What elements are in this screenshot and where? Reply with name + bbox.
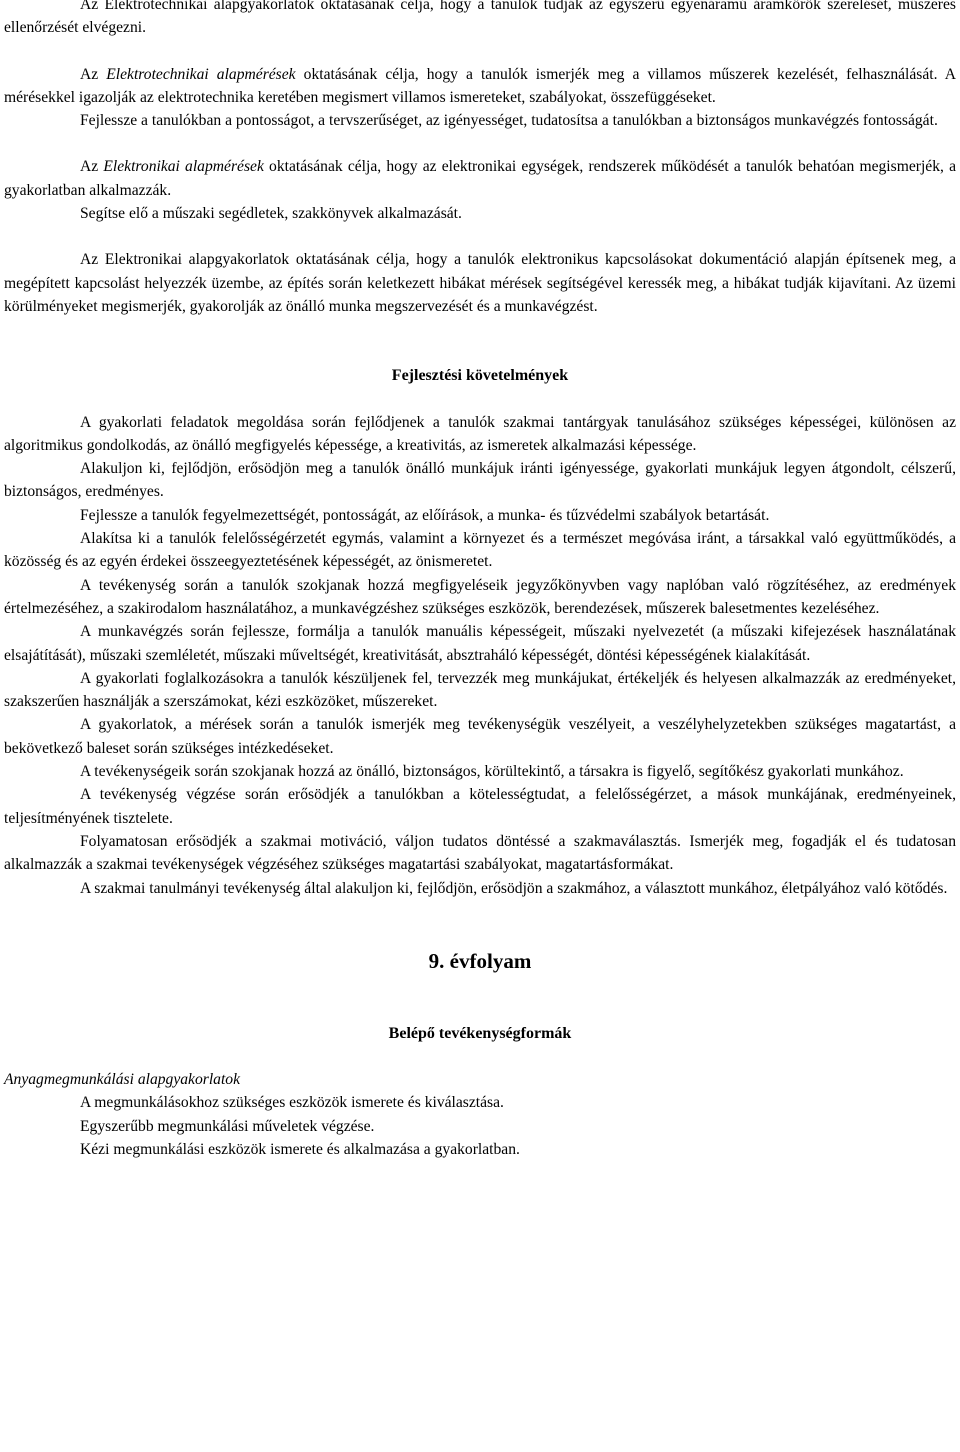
spacer — [4, 225, 956, 248]
requirements-list — [4, 411, 956, 900]
requirement-paragraph: A gyakorlati foglalkozásokra a tanulók készüljenek fel, tervezzék meg munkájukat, értékeljék és helyesen alkalmazzák az eredményeket, szakszerűen használják a szerszámokat, kézi eszközöket, műszereket. — [4, 669, 956, 711]
spacer — [4, 388, 956, 411]
grade-title: 9. évfolyam — [428, 948, 532, 973]
intro-paragraph-precision: Fejlessze a tanulókban a pontosságot, a tervszerűséget, az igényességet, tudatosítsa a tanulókban a biztonságos munkavégzés fontosságát. — [80, 112, 938, 130]
entry-activities-title: Belépő tevékenységformák — [388, 1024, 572, 1042]
requirement-paragraph: Fejlessze a tanulók fegyelmezettségét, pontosságát, az előírások, a munka- és tűzvédelmi szabályok betartását. — [80, 506, 770, 524]
intro-paragraph-electronic-practice: Az Elektronikai alapgyakorlatok oktatásának célja, hogy a tanulók elektronikus kapcsolásokat dokumentáció alapján építsenek meg, a megépített kapcsolást helyezzék üzembe, az építés során keletkezett hibákat mérések segítségével keressék meg, a hibákat tudják kijavítani. Az üzemi körülményeket megismerjék, gyakorolják az önálló munka megszervezését és a munkavégzést. — [4, 251, 956, 315]
requirement-paragraph: A tevékenység során a tanulók szokjanak hozzá megfigyeléseik jegyzőkönyvben vagy naplóban való rögzítéséhez, az eredmények értelmezéséhez, a szakirodalom használatához, a munkavégzéshez szükséges eszközök, berendezések, műszerek balesetmentes kezeléséhez. — [4, 576, 956, 617]
requirement-paragraph: Alakuljon ki, fejlődjön, erősödjön meg a tanulók önálló munkájuk iránti igényessége, gyakorlati munkájuk legyen átgondolt, célszerű, biztonságos, eredményes. — [4, 460, 956, 501]
spacer — [4, 132, 956, 155]
subject-name: Anyagmegmunkálási alapgyakorlatok — [4, 1071, 241, 1089]
requirement-paragraph: A tevékenység végzése során erősödjék a tanulókban a kötelességtudat, a felelősségérzet, a mások munkájának, eredményeinek, teljesítményének tisztelete. — [4, 786, 956, 827]
activity-item: Kézi megmunkálási eszközök ismerete és alkalmazása a gyakorlatban. — [80, 1140, 520, 1158]
text-segment: Az — [80, 65, 107, 83]
text-segment: oktatásának célja, hogy a tanulók ismerjék meg a villamos műszerek kezelését, felhasználását. A mérésekkel igazolják az elektrotechnika keretében megismert villamos ismereteket, szabályokat, összefüggéseket. — [4, 65, 956, 106]
requirement-paragraph: A szakmai tanulmányi tevékenység által alakuljon ki, fejlődjön, erősödjön a szakmához, a választott munkához, életpályához való kötődés. — [80, 879, 948, 897]
activity-item: Egyszerűbb megmunkálási műveletek végzése. — [80, 1117, 375, 1135]
intro-paragraph-electrotechnical-practice: Az Elektrotechnikai alapgyakorlatok oktatásának célja, hogy a tanulók tudják az egyszerű egyenáramú áramkörök szerelését, műszeres ellenőrzését elvégezni. — [4, 0, 956, 37]
intro-paragraph-electrotechnical-measurements — [4, 63, 956, 110]
spacer — [4, 40, 956, 63]
spacer — [4, 1045, 956, 1068]
requirement-paragraph: Folyamatosan erősödjék a szakmai motiváció, váljon tudatos döntéssé a szakmaválasztás. Ismerjék meg, fogadják el és tudatosan alkalmazzák a szakmai tevékenységek végzéséhez szükséges magatartási szabályokat, magatartásformákat. — [4, 832, 956, 874]
spacer — [4, 900, 956, 946]
text-segment: oktatásának célja, hogy az elektronikai egységek, rendszerek működését a tanulók behatóan megismerjék, a gyakorlatban alkalmazzák. — [4, 158, 956, 199]
subject-name-emphasis: Elektrotechnikai alapmérések — [106, 65, 296, 83]
requirement-paragraph: A munkavégzés során fejlessze, formálja a tanulók manuális képességeit, műszaki nyelvezetét (a műszaki kifejezések használatának elsajátítását), műszaki szemléletét, műszaki műveltségét, kreativitását, absztraháló képességét, döntési képességének kialakítását. — [4, 623, 956, 664]
intro-paragraph-references: Segítse elő a műszaki segédletek, szakkönyvek alkalmazását. — [80, 205, 462, 223]
intro-paragraph-electronic-measurements — [4, 155, 956, 202]
spacer — [4, 976, 956, 1022]
subject-name-emphasis: Elektronikai alapmérések — [103, 158, 264, 176]
requirement-paragraph: A gyakorlatok, a mérések során a tanulók ismerjék meg tevékenységük veszélyeit, a veszélyhelyzetekben szükséges magatartást, a bekövetkező baleset során szükséges intézkedéseket. — [4, 716, 956, 757]
requirement-paragraph: A tevékenységeik során szokjanak hozzá az önálló, biztonságos, körültekintő, a társakra is figyelő, segítőkész gyakorlati munkához. — [80, 763, 904, 781]
section-title-requirements: Fejlesztési követelmények — [391, 367, 569, 385]
text-segment: Az — [80, 158, 104, 176]
activity-item: A megmunkálásokhoz szükséges eszközök ismerete és kiválasztása. — [80, 1094, 504, 1112]
requirement-paragraph: A gyakorlati feladatok megoldása során fejlődjenek a tanulók szakmai tantárgyak tanulásához szükséges képességei, különösen az algoritmikus gondolkodás, az önálló megfigyelés képessége, a kreativitás, az ismeretek alkalmazási képessége. — [4, 413, 956, 454]
spacer — [4, 318, 956, 364]
requirement-paragraph: Alakítsa ki a tanulók felelősségérzetét egymás, valamint a környezet és a természet megóvása iránt, a társakkal való együttműködés, a közösség és az egyén érdekei összeegyeztetésének képességét, az önismeretet. — [4, 530, 956, 571]
